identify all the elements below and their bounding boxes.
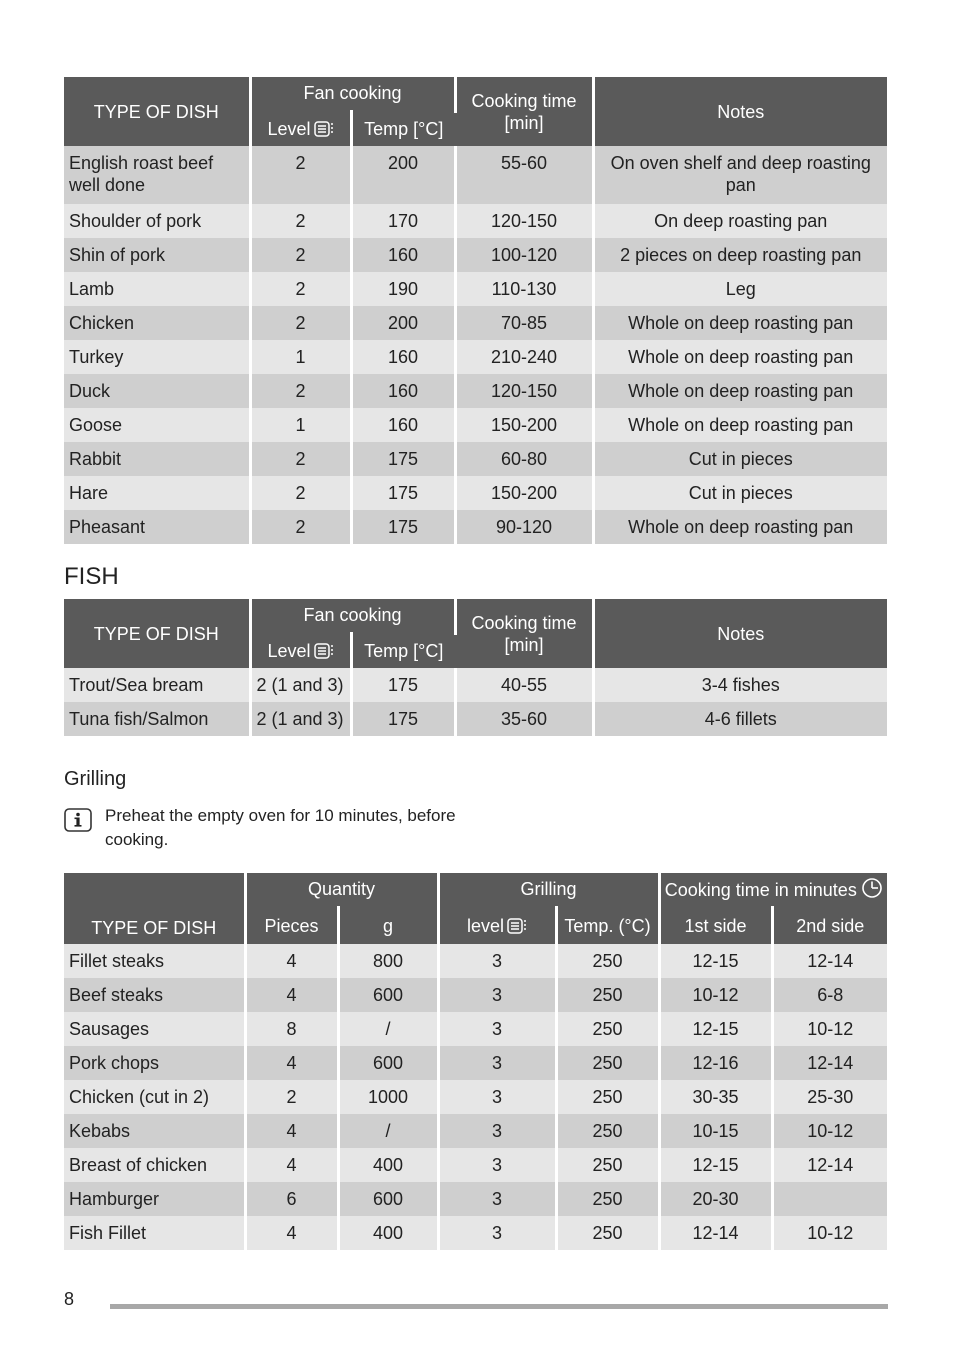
cell-second-side: 12-14: [772, 1148, 887, 1182]
cell-level: 3: [438, 978, 556, 1012]
cell-time: 40-55: [455, 668, 593, 702]
cell-level: 2: [250, 272, 351, 306]
header-cooking-time-label: Cooking time in minutes: [664, 880, 857, 901]
header-cooking-time-line2: [min]: [504, 112, 544, 133]
cell-dish: Pheasant: [64, 510, 250, 544]
cell-temp: 250: [556, 1046, 659, 1080]
cell-g: 800: [338, 944, 438, 978]
header-level-label: Level: [267, 641, 311, 662]
cell-time: 150-200: [455, 408, 593, 442]
footer-divider: [110, 1304, 888, 1309]
cell-level: 3: [438, 1114, 556, 1148]
header-level: [250, 633, 351, 668]
cell-dish: Pork chops: [64, 1046, 245, 1080]
shelf-level-icon: [314, 643, 334, 659]
header-second-side: 2nd side: [772, 907, 887, 944]
cell-time: 110-130: [455, 272, 593, 306]
header-notes: Notes: [593, 77, 887, 146]
cell-g: 400: [338, 1216, 438, 1250]
cell-time: 120-150: [455, 204, 593, 238]
cell-g: /: [338, 1114, 438, 1148]
cell-dish: Tuna fish/Salmon: [64, 702, 250, 736]
cell-level: 2: [250, 306, 351, 340]
header-temp: Temp [°C]: [351, 111, 455, 146]
cell-notes: On oven shelf and deep roasting pan: [593, 146, 887, 204]
header-level-label: level: [467, 916, 505, 937]
cell-level: 3: [438, 1012, 556, 1046]
table-row: [64, 146, 887, 204]
cell-second-side: 12-14: [772, 944, 887, 978]
cell-g: 600: [338, 1182, 438, 1216]
info-text: Preheat the empty oven for 10 minutes, before cooking.: [105, 806, 456, 849]
cell-g: 600: [338, 978, 438, 1012]
header-grilling: Grilling: [438, 873, 659, 907]
table-row: [64, 374, 887, 408]
header-fan-cooking: Fan cooking: [250, 599, 455, 633]
cell-dish: Fish Fillet: [64, 1216, 245, 1250]
header-temp: Temp [°C]: [351, 633, 455, 668]
cell-time: 120-150: [455, 374, 593, 408]
cell-dish: Rabbit: [64, 442, 250, 476]
cell-notes: 2 pieces on deep roasting pan: [593, 238, 887, 272]
cell-first-side: 10-15: [659, 1114, 772, 1148]
clock-icon: [861, 877, 883, 899]
cell-dish: Shoulder of pork: [64, 204, 250, 238]
cell-temp: 250: [556, 1182, 659, 1216]
header-g: g: [338, 907, 438, 944]
cell-g: /: [338, 1012, 438, 1046]
cell-temp: 175: [351, 668, 455, 702]
cell-dish: Fillet steaks: [64, 944, 245, 978]
cell-notes: Whole on deep roasting pan: [593, 340, 887, 374]
cell-level: 2: [250, 510, 351, 544]
table-row: [64, 442, 887, 476]
header-type-of-dish: TYPE OF DISH: [64, 873, 245, 944]
cell-level: 3: [438, 1080, 556, 1114]
cell-time: 60-80: [455, 442, 593, 476]
page-number: 8: [64, 1289, 75, 1309]
table-row: [64, 204, 887, 238]
table-row: [64, 668, 887, 702]
cell-temp: 160: [351, 408, 455, 442]
cell-time: 70-85: [455, 306, 593, 340]
table-row: [64, 340, 887, 374]
table-row: [64, 978, 887, 1012]
cell-temp: 160: [351, 238, 455, 272]
cell-notes: 4-6 fillets: [593, 702, 887, 736]
cell-second-side: 10-12: [772, 1114, 887, 1148]
cell-notes: Whole on deep roasting pan: [593, 306, 887, 340]
cell-level: 3: [438, 944, 556, 978]
cell-pieces: 2: [245, 1080, 338, 1114]
table-row: [64, 944, 887, 978]
table-row: [64, 1148, 887, 1182]
header-notes: Notes: [593, 599, 887, 668]
cell-dish: Chicken: [64, 306, 250, 340]
cell-first-side: 12-15: [659, 944, 772, 978]
header-cooking-time: [659, 873, 887, 907]
cell-level: 2 (1 and 3): [250, 668, 351, 702]
header-cooking-time-line1: Cooking time: [471, 612, 577, 633]
cell-pieces: 4: [245, 1046, 338, 1080]
table-row: [64, 1216, 887, 1250]
cell-time: 90-120: [455, 510, 593, 544]
cell-pieces: 4: [245, 1148, 338, 1182]
shelf-level-icon: [507, 918, 527, 934]
cell-level: 2 (1 and 3): [250, 702, 351, 736]
cell-dish: Duck: [64, 374, 250, 408]
cell-temp: 175: [351, 442, 455, 476]
cell-temp: 160: [351, 374, 455, 408]
cell-level: 2: [250, 476, 351, 510]
cell-level: 2: [250, 146, 351, 204]
cell-second-side: 10-12: [772, 1012, 887, 1046]
table-row: [64, 1080, 887, 1114]
cell-notes: Cut in pieces: [593, 442, 887, 476]
cell-first-side: 12-15: [659, 1148, 772, 1182]
cell-level: 3: [438, 1046, 556, 1080]
cell-pieces: 4: [245, 944, 338, 978]
cell-temp: 250: [556, 944, 659, 978]
cell-temp: 200: [351, 146, 455, 204]
cell-time: 55-60: [455, 146, 593, 204]
cell-dish: Hamburger: [64, 1182, 245, 1216]
cell-level: 2: [250, 374, 351, 408]
cell-dish: Goose: [64, 408, 250, 442]
table-row: [64, 238, 887, 272]
cell-dish: Shin of pork: [64, 238, 250, 272]
table-row: [64, 272, 887, 306]
cell-notes: Whole on deep roasting pan: [593, 408, 887, 442]
table-row: [64, 408, 887, 442]
cell-temp: 250: [556, 1012, 659, 1046]
table-row: [64, 1114, 887, 1148]
meat-table: [64, 77, 887, 544]
table-row: [64, 476, 887, 510]
cell-dish: Lamb: [64, 272, 250, 306]
cell-second-side: 12-14: [772, 1046, 887, 1080]
cell-dish: Chicken (cut in 2): [64, 1080, 245, 1114]
cell-level: 2: [250, 204, 351, 238]
cell-pieces: 6: [245, 1182, 338, 1216]
cell-level: 2: [250, 238, 351, 272]
header-level: [250, 111, 351, 146]
shelf-level-icon: [314, 121, 334, 137]
cell-level: 2: [250, 442, 351, 476]
cell-second-side: 6-8: [772, 978, 887, 1012]
cell-dish: Trout/Sea bream: [64, 668, 250, 702]
table-row: [64, 1012, 887, 1046]
header-temp: Temp. (°C): [556, 907, 659, 944]
cell-level: 3: [438, 1148, 556, 1182]
table-row: [64, 702, 887, 736]
cell-notes: Cut in pieces: [593, 476, 887, 510]
cell-temp: 175: [351, 702, 455, 736]
header-cooking-time-line2: [min]: [504, 634, 544, 655]
cell-first-side: 30-35: [659, 1080, 772, 1114]
header-fan-cooking: Fan cooking: [250, 77, 455, 111]
cell-dish: Breast of chicken: [64, 1148, 245, 1182]
cell-temp: 175: [351, 476, 455, 510]
fish-table: [64, 599, 887, 736]
cell-notes: Leg: [593, 272, 887, 306]
cell-pieces: 8: [245, 1012, 338, 1046]
table-row: [64, 1182, 887, 1216]
cell-time: 35-60: [455, 702, 593, 736]
cell-dish: Beef steaks: [64, 978, 245, 1012]
cell-first-side: 20-30: [659, 1182, 772, 1216]
table-row: [64, 510, 887, 544]
table-row: [64, 1046, 887, 1080]
header-pieces: Pieces: [245, 907, 338, 944]
cell-temp: 250: [556, 1216, 659, 1250]
cell-dish: English roast beef well done: [64, 146, 250, 204]
grilling-table: [64, 873, 887, 1250]
cell-first-side: 12-15: [659, 1012, 772, 1046]
cell-notes: On deep roasting pan: [593, 204, 887, 238]
header-type-of-dish: TYPE OF DISH: [64, 599, 250, 668]
header-quantity: Quantity: [245, 873, 438, 907]
cell-notes: 3-4 fishes: [593, 668, 887, 702]
cell-time: 210-240: [455, 340, 593, 374]
header-level: [438, 907, 556, 944]
cell-time: 100-120: [455, 238, 593, 272]
cell-level: 3: [438, 1216, 556, 1250]
cell-dish: Kebabs: [64, 1114, 245, 1148]
cell-temp: 250: [556, 1148, 659, 1182]
header-type-of-dish: TYPE OF DISH: [64, 77, 250, 146]
info-icon: [64, 808, 92, 832]
cell-time: 150-200: [455, 476, 593, 510]
cell-pieces: 4: [245, 1216, 338, 1250]
cell-second-side: 25-30: [772, 1080, 887, 1114]
fish-heading: FISH: [64, 563, 119, 590]
cell-g: 600: [338, 1046, 438, 1080]
cell-dish: Turkey: [64, 340, 250, 374]
grilling-heading: Grilling: [64, 768, 127, 790]
header-first-side: 1st side: [659, 907, 772, 944]
cell-first-side: 10-12: [659, 978, 772, 1012]
cell-level: 1: [250, 408, 351, 442]
cell-second-side: 10-12: [772, 1216, 887, 1250]
cell-temp: 250: [556, 1114, 659, 1148]
cell-level: 1: [250, 340, 351, 374]
cell-temp: 160: [351, 340, 455, 374]
header-level-label: Level: [267, 119, 311, 140]
table-row: [64, 306, 887, 340]
cell-temp: 250: [556, 1080, 659, 1114]
header-cooking-time: [455, 77, 593, 146]
header-cooking-time-line1: Cooking time: [471, 90, 577, 111]
cell-pieces: 4: [245, 978, 338, 1012]
cell-second-side: [772, 1182, 887, 1216]
cell-dish: Hare: [64, 476, 250, 510]
cell-temp: 250: [556, 978, 659, 1012]
cell-temp: 175: [351, 510, 455, 544]
cell-temp: 190: [351, 272, 455, 306]
cell-g: 400: [338, 1148, 438, 1182]
cell-first-side: 12-16: [659, 1046, 772, 1080]
cell-temp: 200: [351, 306, 455, 340]
cell-notes: Whole on deep roasting pan: [593, 510, 887, 544]
cell-level: 3: [438, 1182, 556, 1216]
cell-notes: Whole on deep roasting pan: [593, 374, 887, 408]
cell-temp: 170: [351, 204, 455, 238]
cell-dish: Sausages: [64, 1012, 245, 1046]
cell-pieces: 4: [245, 1114, 338, 1148]
header-cooking-time: [455, 599, 593, 668]
cell-g: 1000: [338, 1080, 438, 1114]
cell-first-side: 12-14: [659, 1216, 772, 1250]
